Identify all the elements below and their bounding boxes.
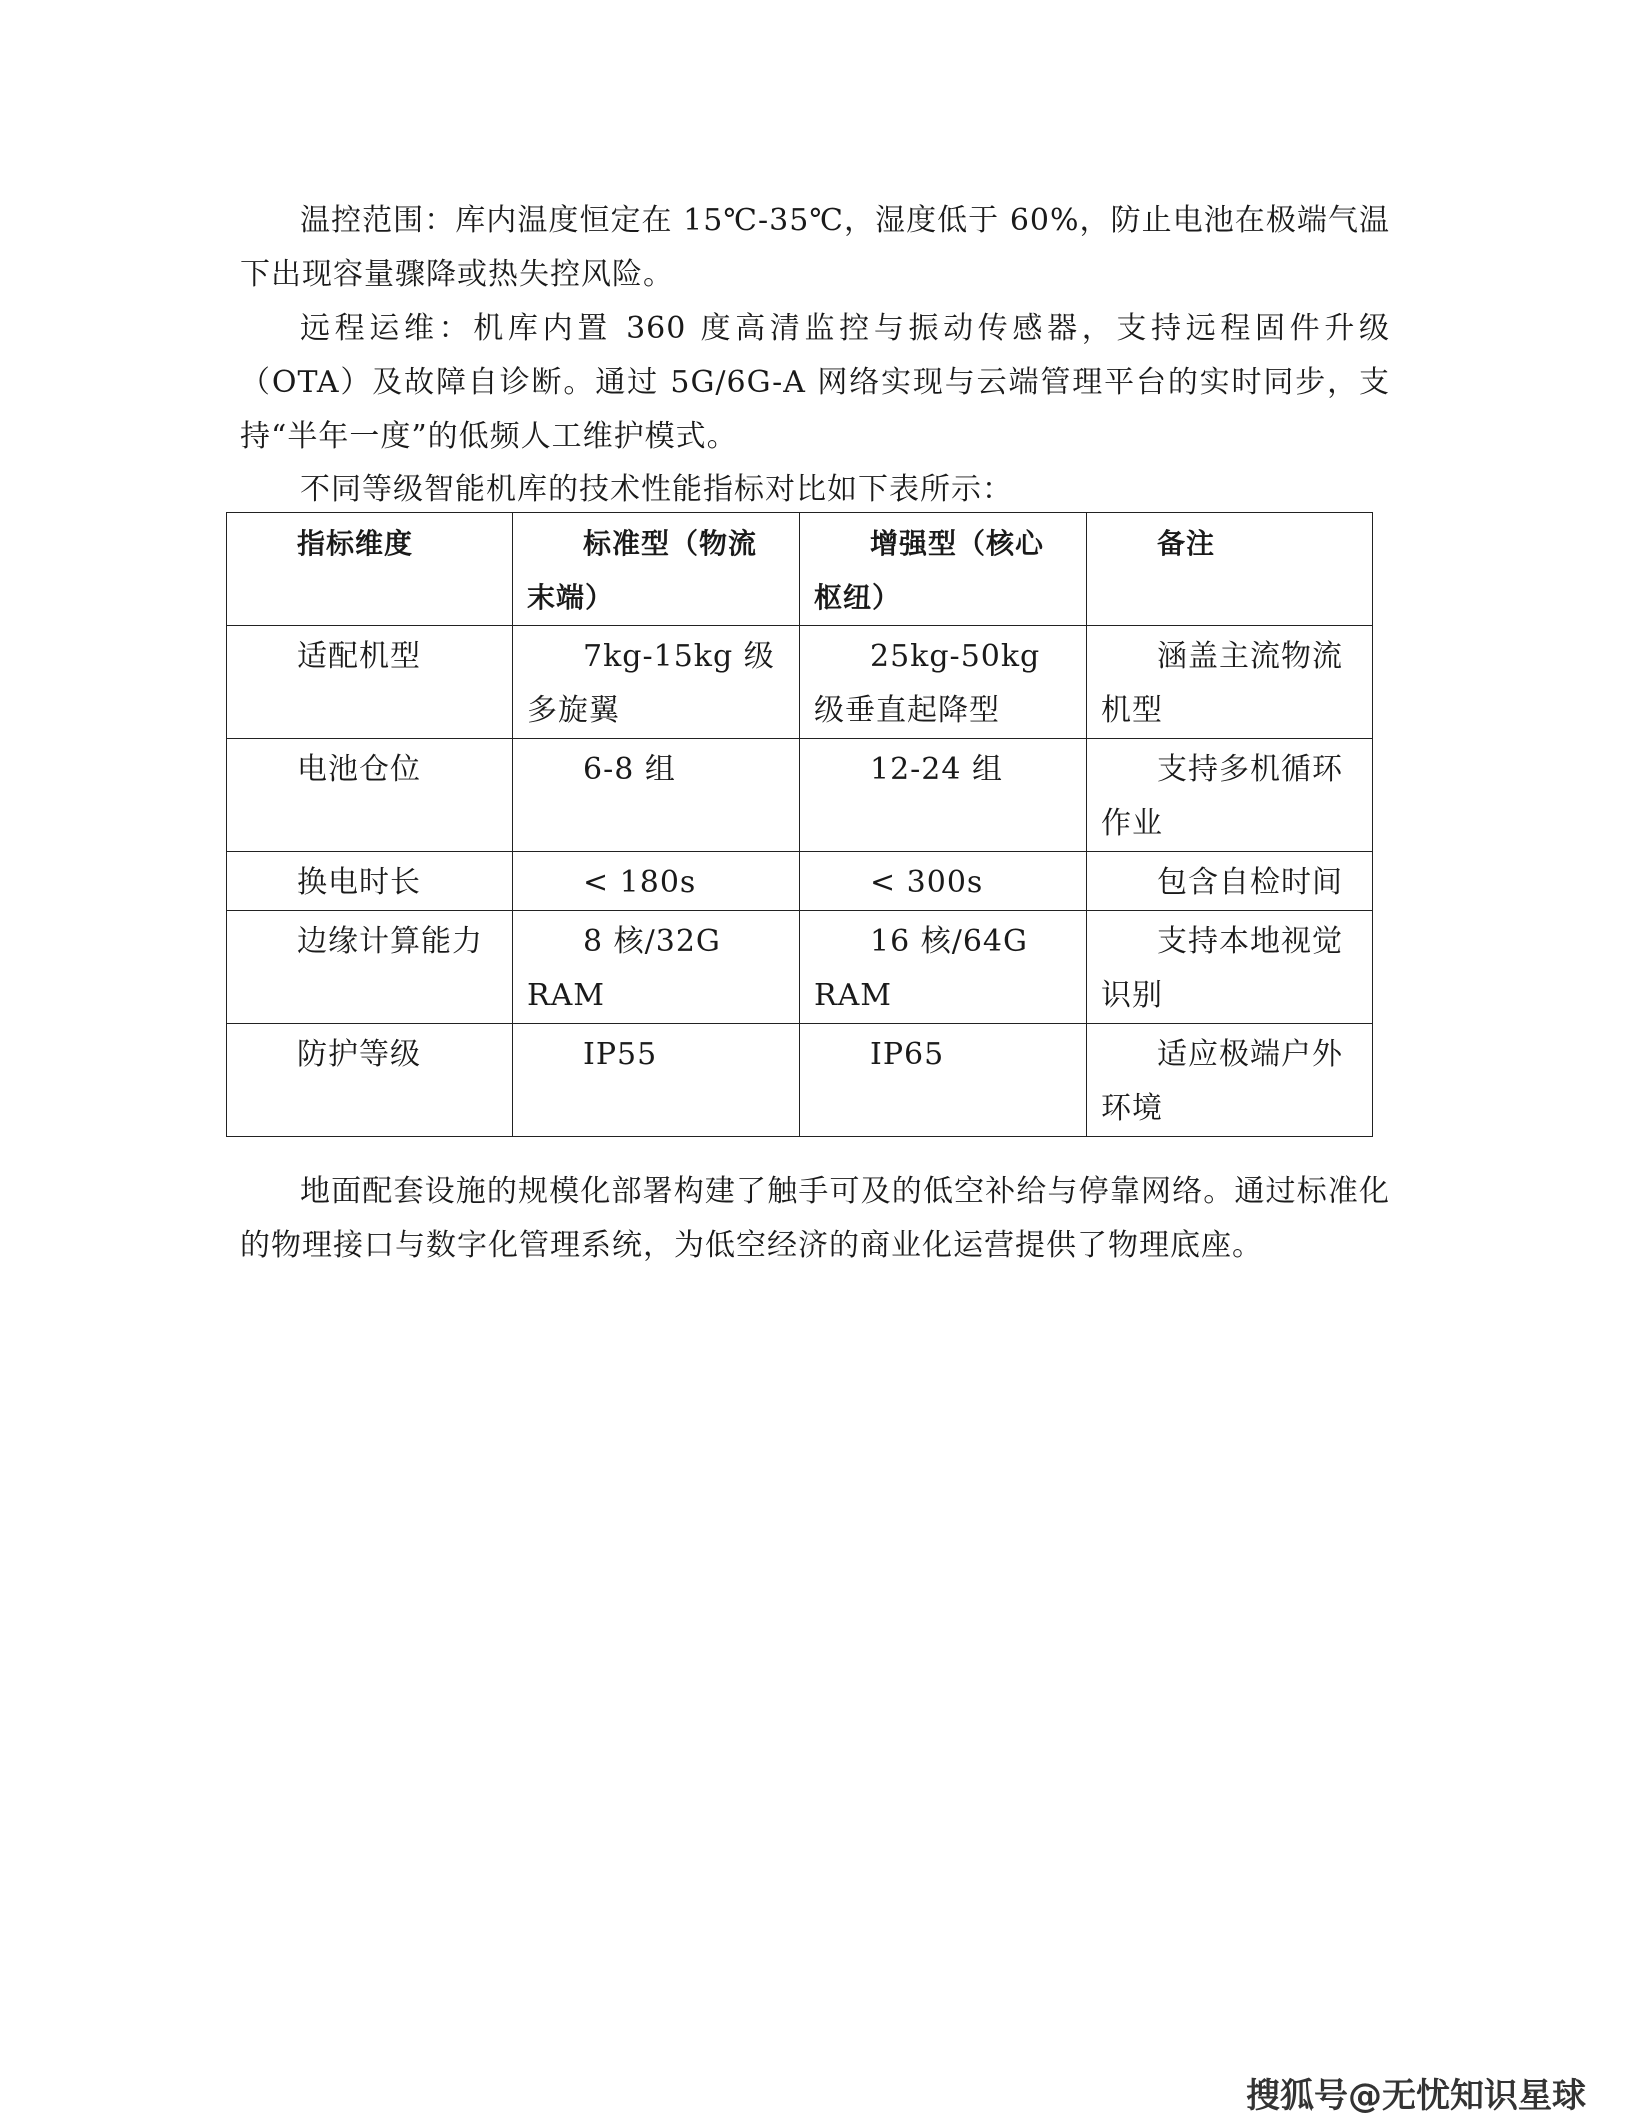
table-cell: 适配机型 [227, 626, 513, 739]
table-cell: 支持本地视觉识别 [1087, 911, 1373, 1024]
table-cell: 8 核/32G RAM [513, 911, 800, 1024]
table-cell: 6-8 组 [513, 739, 800, 852]
table-cell: IP55 [513, 1024, 800, 1137]
table-header-cell: 指标维度 [227, 513, 513, 626]
table-header-cell: 标准型（物流末端） [513, 513, 800, 626]
spec-comparison-table [226, 512, 1373, 1137]
table-header-cell: 增强型（核心枢纽） [800, 513, 1087, 626]
paragraph-remote-operations: 远程运维：机库内置 360 度高清监控与振动传感器，支持远程固件升级（OTA）及故障自诊断。通过 5G/6G-A 网络实现与云端管理平台的实时同步，支持“半年一度”的低频人工维护模式。 [240, 311, 1390, 454]
table-cell: < 180s [513, 852, 800, 911]
paragraph-conclusion: 地面配套设施的规模化部署构建了触手可及的低空补给与停靠网络。通过标准化的物理接口与数字化管理系统，为低空经济的商业化运营提供了物理底座。 [240, 1174, 1390, 1263]
paragraph-temperature-control: 温控范围：库内温度恒定在 15℃-35℃，湿度低于 60%，防止电池在极端气温下出现容量骤降或热失控风险。 [240, 203, 1390, 292]
table-header-row [227, 513, 1373, 626]
paragraph-table-intro: 不同等级智能机库的技术性能指标对比如下表所示： [300, 472, 1013, 507]
table-cell: < 300s [800, 852, 1087, 911]
table-header-cell: 备注 [1087, 513, 1373, 626]
table-cell: 包含自检时间 [1087, 852, 1373, 911]
table-cell: 支持多机循环作业 [1087, 739, 1373, 852]
table-row [227, 1024, 1373, 1137]
table-row [227, 626, 1373, 739]
table-cell: 16 核/64G RAM [800, 911, 1087, 1024]
table-cell: 12-24 组 [800, 739, 1087, 852]
table-cell: 防护等级 [227, 1024, 513, 1137]
table-cell: 7kg-15kg 级多旋翼 [513, 626, 800, 739]
table-cell: 换电时长 [227, 852, 513, 911]
watermark-text: 搜狐号@无忧知识星球 [1246, 2076, 1586, 2116]
table-row [227, 911, 1373, 1024]
table-cell: 25kg-50kg 级垂直起降型 [800, 626, 1087, 739]
table-cell: 电池仓位 [227, 739, 513, 852]
table-cell: 涵盖主流物流机型 [1087, 626, 1373, 739]
table-cell: IP65 [800, 1024, 1087, 1137]
table-row [227, 852, 1373, 911]
table-cell: 适应极端户外环境 [1087, 1024, 1373, 1137]
table-row [227, 739, 1373, 852]
table-cell: 边缘计算能力 [227, 911, 513, 1024]
